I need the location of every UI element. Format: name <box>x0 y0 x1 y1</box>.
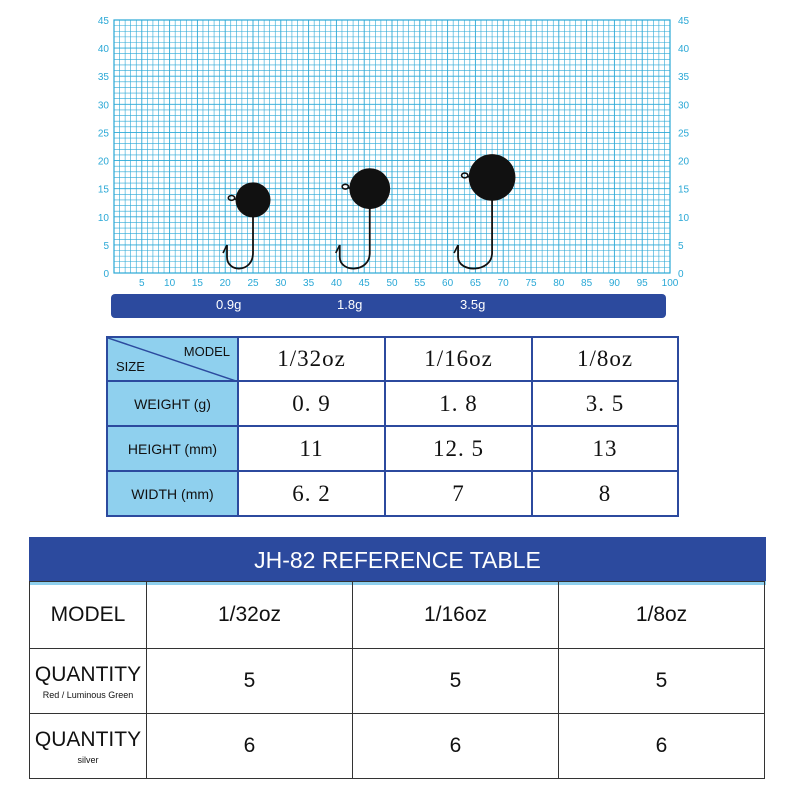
y-tick-label-left: 40 <box>97 44 109 56</box>
ref-model-header: 1/32oz <box>147 582 353 649</box>
weight-bar <box>111 294 666 318</box>
x-tick-label: 40 <box>330 278 342 289</box>
spec-row-width <box>107 471 678 516</box>
spec-row-label: WEIGHT (g) <box>107 381 238 426</box>
y-tick-label-right: 45 <box>678 16 690 27</box>
ref-cell: 6 <box>147 714 353 779</box>
ref-cell: 5 <box>559 649 765 714</box>
y-tick-label-right: 30 <box>678 100 690 112</box>
x-tick-label: 45 <box>358 278 370 289</box>
x-tick-label: 25 <box>247 278 259 289</box>
y-tick-label-left: 35 <box>97 72 109 84</box>
jig-head-ball <box>235 182 270 217</box>
ref-model-header: 1/16oz <box>353 582 559 649</box>
ref-row-label-cell <box>30 649 147 714</box>
y-tick-label-right: 0 <box>678 269 684 280</box>
spec-cell: 11 <box>238 426 385 471</box>
x-tick-label: 100 <box>661 278 679 289</box>
x-tick-label: 35 <box>303 278 315 289</box>
x-tick-label: 5 <box>139 278 145 289</box>
reference-table-title: JH-82 REFERENCE TABLE <box>29 537 766 585</box>
x-tick-label: 70 <box>497 278 509 289</box>
corner-model-label: MODEL <box>183 344 230 359</box>
y-tick-label-left: 5 <box>103 240 109 252</box>
ref-cell: 6 <box>353 714 559 779</box>
y-tick-label-left: 0 <box>103 269 109 280</box>
spec-cell: 7 <box>385 471 532 516</box>
jig-head-ball <box>349 168 390 209</box>
y-tick-label-right: 40 <box>678 44 690 56</box>
y-tick-label-left: 45 <box>97 16 109 27</box>
spec-row-label: HEIGHT (mm) <box>107 426 238 471</box>
x-tick-label: 65 <box>469 278 481 289</box>
corner-size-label: SIZE <box>116 359 145 374</box>
x-tick-label: 30 <box>275 278 287 289</box>
ref-row-quantity <box>30 649 765 714</box>
spec-table <box>106 336 679 517</box>
ref-cell: 5 <box>353 649 559 714</box>
ref-cell: 6 <box>559 714 765 779</box>
y-tick-label-left: 25 <box>97 128 109 140</box>
spec-cell: 12. 5 <box>385 426 532 471</box>
weight-label-0: 0.9g <box>216 297 242 312</box>
y-tick-label-left: 20 <box>97 156 109 168</box>
x-tick-label: 10 <box>164 278 176 289</box>
ref-row-label-cell <box>30 714 147 779</box>
spec-cell: 13 <box>532 426 678 471</box>
y-tick-label-left: 30 <box>97 100 109 112</box>
spec-row-weight <box>107 381 678 426</box>
y-tick-label-right: 35 <box>678 72 690 84</box>
spec-corner-cell <box>107 337 238 381</box>
ref-row-model <box>30 582 765 649</box>
x-tick-label: 75 <box>525 278 537 289</box>
ref-cell: 5 <box>147 649 353 714</box>
y-tick-label-left: 10 <box>97 212 109 224</box>
spec-model-header: 1/8oz <box>532 337 678 381</box>
spec-model-header: 1/32oz <box>238 337 385 381</box>
jig-head-ball <box>469 154 516 201</box>
y-tick-label-right: 20 <box>678 156 690 168</box>
ref-row-label: QUANTITY <box>34 727 142 751</box>
x-tick-label: 50 <box>386 278 398 289</box>
x-tick-label: 90 <box>608 278 620 289</box>
weight-label-1: 1.8g <box>337 297 363 312</box>
x-tick-label: 15 <box>191 278 203 289</box>
reference-table <box>29 581 765 779</box>
ref-row-label: QUANTITY <box>34 662 142 686</box>
ref-row-sublabel: Red / Luminous Green <box>42 689 134 700</box>
x-tick-label: 95 <box>636 278 648 289</box>
spec-cell: 3. 5 <box>532 381 678 426</box>
spec-cell: 1. 8 <box>385 381 532 426</box>
weight-label-2: 3.5g <box>460 297 486 312</box>
ref-model-header: 1/8oz <box>559 582 765 649</box>
spec-row-label: WIDTH (mm) <box>107 471 238 516</box>
x-tick-label: 20 <box>219 278 231 289</box>
y-tick-label-left: 15 <box>97 184 109 196</box>
y-tick-label-right: 25 <box>678 128 690 140</box>
y-tick-label-right: 15 <box>678 184 690 196</box>
x-tick-label: 55 <box>414 278 426 289</box>
x-tick-label: 80 <box>553 278 565 289</box>
ref-row-sublabel: silver <box>77 754 99 765</box>
x-tick-label: 85 <box>581 278 593 289</box>
grid-lines <box>114 20 670 273</box>
spec-cell: 6. 2 <box>238 471 385 516</box>
measurement-grid <box>0 0 800 290</box>
ref-row-label: MODEL <box>30 582 147 649</box>
x-tick-label: 60 <box>442 278 454 289</box>
y-tick-label-right: 5 <box>678 240 684 252</box>
spec-cell: 0. 9 <box>238 381 385 426</box>
spec-row-height <box>107 426 678 471</box>
ref-row-quantity-silver <box>30 714 765 779</box>
y-tick-label-right: 10 <box>678 212 690 224</box>
spec-model-header: 1/16oz <box>385 337 532 381</box>
spec-cell: 8 <box>532 471 678 516</box>
